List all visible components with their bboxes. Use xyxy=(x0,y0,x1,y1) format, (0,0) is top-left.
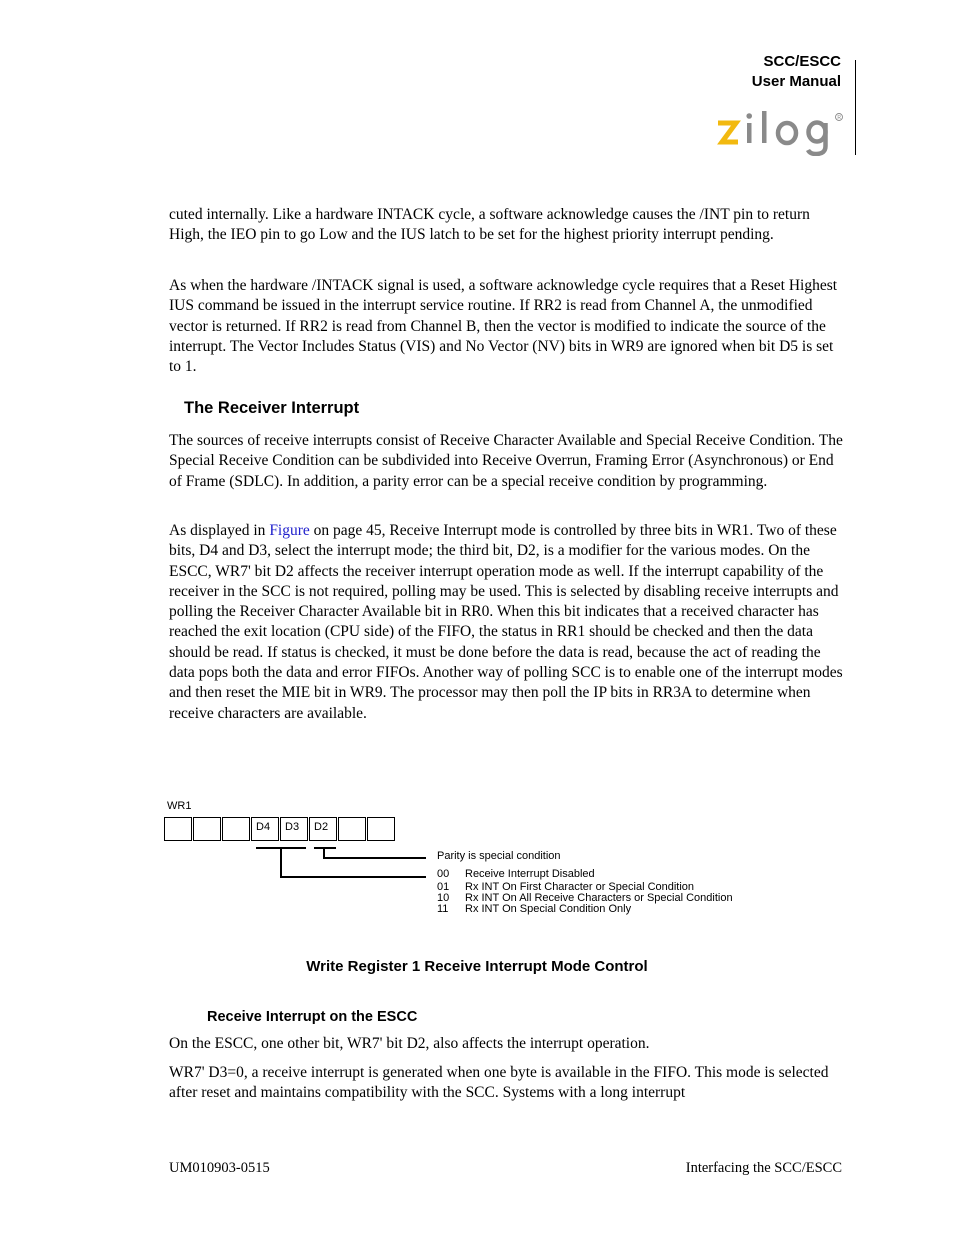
mode-row: 11 Rx INT On Special Condition Only xyxy=(437,903,632,915)
zilog-logo xyxy=(714,108,846,156)
header-divider xyxy=(855,60,856,155)
mode-row: 01 Rx INT On First Character or Special Condition xyxy=(437,881,695,893)
paragraph-reset-ius: As when the hardware /INTACK signal is used, a software acknowledge cycle requires that a Reset Highest IUS command be issued in the interrupt service routine. If RR2 is read from Channel A, the unmodified vector is returned. If RR2 is read from Channel B, then the vector is modified to indicate the source of the interrupt. The Vector Includes Status (VIS) and No Vector (NV) bits in WR9 are ignored when bit D5 is set to 1. xyxy=(169,277,838,376)
section-heading-receiver-interrupt: The Receiver Interrupt xyxy=(184,399,360,417)
paragraph-text: on page 45, Receive Interrupt mode is controlled by three bits in WR1. Two of these bits, D4 and D3, select the interrupt mode; the third bit, D2, is a modifier for the various modes. On the ESCC, WR7' bit D2 affects the receiver interrupt operation mode as well. If the interrupt capability of the receiver in the SCC is not required, polling may be used. This is selected by disabling receive interrupts and polling the Receiver Character Available bit in RR0. When this bit indicates that a received character has reached the exit location (CPU side) of the FIFO, the status in RR1 should be checked and then the data should be read. If status is checked, it must be done before the data is read, because the act of reading the data pops both the data and error FIFOs. Another way of polling SCC is to enable one of the interrupt modes and then reset the MIE bit in WR9. The processor may then poll the IP bits in RR3A to determine when receive characters are available. xyxy=(169,522,843,722)
register-bit-d1 xyxy=(338,817,366,841)
paragraph-receive-mode xyxy=(169,521,844,724)
header-doc-type: User Manual xyxy=(751,73,841,90)
paragraph-wr7-d3: WR7' D3=0, a receive interrupt is generated when one byte is available in the FIFO. This mode is selected after reset and maintains compatibility with the SCC. Systems with a long interrupt xyxy=(169,1064,829,1102)
footer-section-title: Interfacing the SCC/ESCC xyxy=(685,1160,842,1176)
register-bit-d4: D4 xyxy=(251,817,279,841)
subsection-heading-escc: Receive Interrupt on the ESCC xyxy=(207,1009,418,1025)
register-bit-d6 xyxy=(193,817,221,841)
connector-parity-horizontal xyxy=(323,857,426,859)
figure-link[interactable]: Figure xyxy=(269,522,310,539)
connector-mode-vertical xyxy=(280,847,282,877)
paragraph-receive-sources: The sources of receive interrupts consist of Receive Character Available and Special Receive Condition. The Special Receive Condition can be subdivided into Receive Overrun, Framing Error (Asynchronous) or End of Frame (SDLC). In addition, a parity error can be a special receive condition by programming. xyxy=(169,432,843,490)
mode-row: 00 Receive Interrupt Disabled xyxy=(437,868,595,880)
header-title xyxy=(752,52,841,92)
bracket-d2 xyxy=(314,847,336,849)
svg-text:R: R xyxy=(837,115,842,121)
register-bit-d2: D2 xyxy=(309,817,337,841)
register-bit-d0 xyxy=(367,817,395,841)
footer-doc-number: UM010903-0515 xyxy=(169,1160,270,1176)
paragraph-escc-bit: On the ESCC, one other bit, WR7' bit D2, also affects the interrupt operation. xyxy=(169,1035,650,1052)
register-bit-d3: D3 xyxy=(280,817,308,841)
parity-note: Parity is special condition xyxy=(437,850,561,862)
paragraph-text: As displayed in xyxy=(169,522,270,539)
register-bit-d5 xyxy=(222,817,250,841)
paragraph-software-ack: cuted internally. Like a hardware INTACK cycle, a software acknowledge causes the /INT pin to return High, the IEO pin to go Low and the IUS latch to be set for the highest priority interrupt pending. xyxy=(169,206,810,244)
register-label: WR1 xyxy=(167,800,192,812)
register-bit-d7 xyxy=(164,817,192,841)
connector-mode-horizontal xyxy=(280,876,426,878)
header-product: SCC/ESCC xyxy=(763,53,841,70)
figure-caption: Write Register 1 Receive Interrupt Mode Control xyxy=(306,958,648,975)
mode-row: 10 Rx INT On All Receive Characters or Special Condition xyxy=(437,892,733,904)
wr1-register-diagram xyxy=(0,790,954,930)
